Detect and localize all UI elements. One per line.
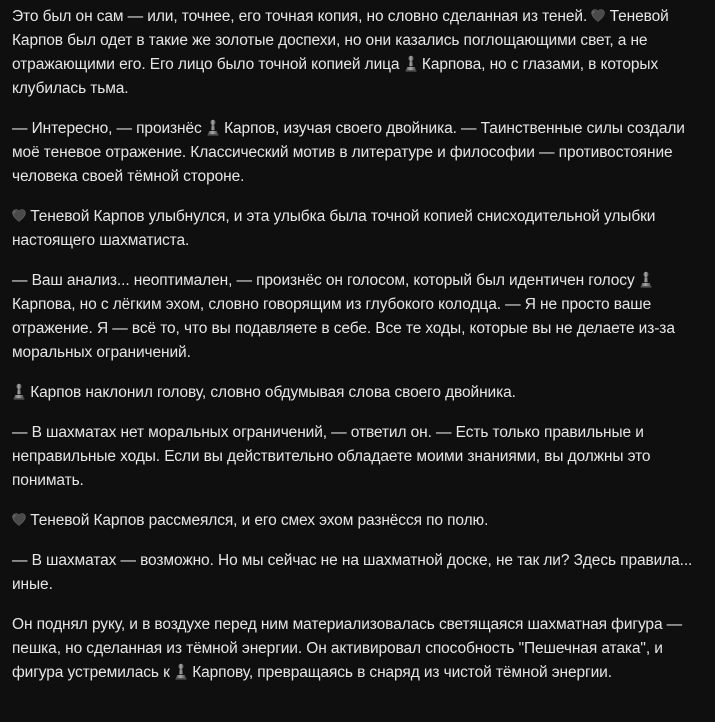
chess-pawn-icon xyxy=(174,663,188,680)
paragraph-3-text-a: Теневой Карпов улыбнулся, и эта улыбка была точной копией снисходительной улыбки настоящего шахматиста. xyxy=(12,208,656,249)
paragraph-2 xyxy=(12,117,707,189)
paragraph-8 xyxy=(12,549,707,597)
paragraph-4 xyxy=(12,269,707,365)
paragraph-6 xyxy=(12,421,707,493)
paragraph-1-text-a: Это был он сам — или, точнее, его точная копия, но словно сделанная из теней. xyxy=(12,8,588,25)
chess-pawn-icon xyxy=(12,383,26,400)
paragraph-9-text-a: Он поднял руку, и в воздухе перед ним материализовалась светящаяся шахматная фигура — пешка, но сделанная из тёмной энергии. Он активировал способность "Пешечная атака", и фигура устремилась к xyxy=(12,616,683,681)
paragraph-9 xyxy=(12,613,707,685)
paragraph-1-text-b: Теневой Карпов был одет в такие же золотые доспехи, но они казались поглощающими свет, а не отражающими его. Его лицо было точной копией лица xyxy=(12,8,669,73)
paragraph-7 xyxy=(12,509,707,533)
black-heart-icon xyxy=(12,209,26,222)
paragraph-7-text-a: Теневой Карпов рассмеялся, и его смех эхом разнёсся по полю. xyxy=(30,512,489,529)
black-heart-icon xyxy=(12,513,26,526)
chess-pawn-icon xyxy=(404,55,418,72)
paragraph-4-text-a: — Ваш анализ... неоптимален, — произнёс он голосом, который был идентичен голосу xyxy=(12,272,635,289)
paragraph-5 xyxy=(12,381,707,405)
black-heart-icon xyxy=(591,9,605,22)
chat-message-text xyxy=(12,5,707,701)
chess-pawn-icon xyxy=(206,119,220,136)
paragraph-1 xyxy=(12,5,707,101)
paragraph-3 xyxy=(12,205,707,253)
paragraph-4-text-b: Карпова, но с лёгким эхом, словно говорящим из глубокого колодца. — Я не просто ваше отражение. Я — всё то, что вы подавляете в себе. Все те ходы, которые вы не делаете из-за моральных ограничений. xyxy=(12,296,675,361)
paragraph-6-text-a: — В шахматах нет моральных ограничений, — ответил он. — Есть только правильные и неправильные ходы. Если вы действительно обладаете моими знаниями, вы должны это понимать. xyxy=(12,424,651,489)
paragraph-2-text-a: — Интересно, — произнёс xyxy=(12,120,202,137)
paragraph-8-text-a: — В шахматах — возможно. Но мы сейчас не на шахматной доске, не так ли? Здесь правила... иные. xyxy=(12,552,693,593)
paragraph-5-text-a: Карпов наклонил голову, словно обдумывая слова своего двойника. xyxy=(30,384,516,401)
chess-pawn-icon xyxy=(639,271,653,288)
paragraph-9-text-b: Карпову, превращаясь в снаряд из чистой тёмной энергии. xyxy=(192,664,612,681)
paragraph-2-text-b: Карпов, изучая своего двойника. — Таинственные силы создали моё теневое отражение. Классический мотив в литературе и философии — противостояние человека своей тёмной стороне. xyxy=(12,120,685,185)
paragraph-1-text-c: Карпова, но с глазами, в которых клубилась тьма. xyxy=(12,56,659,97)
